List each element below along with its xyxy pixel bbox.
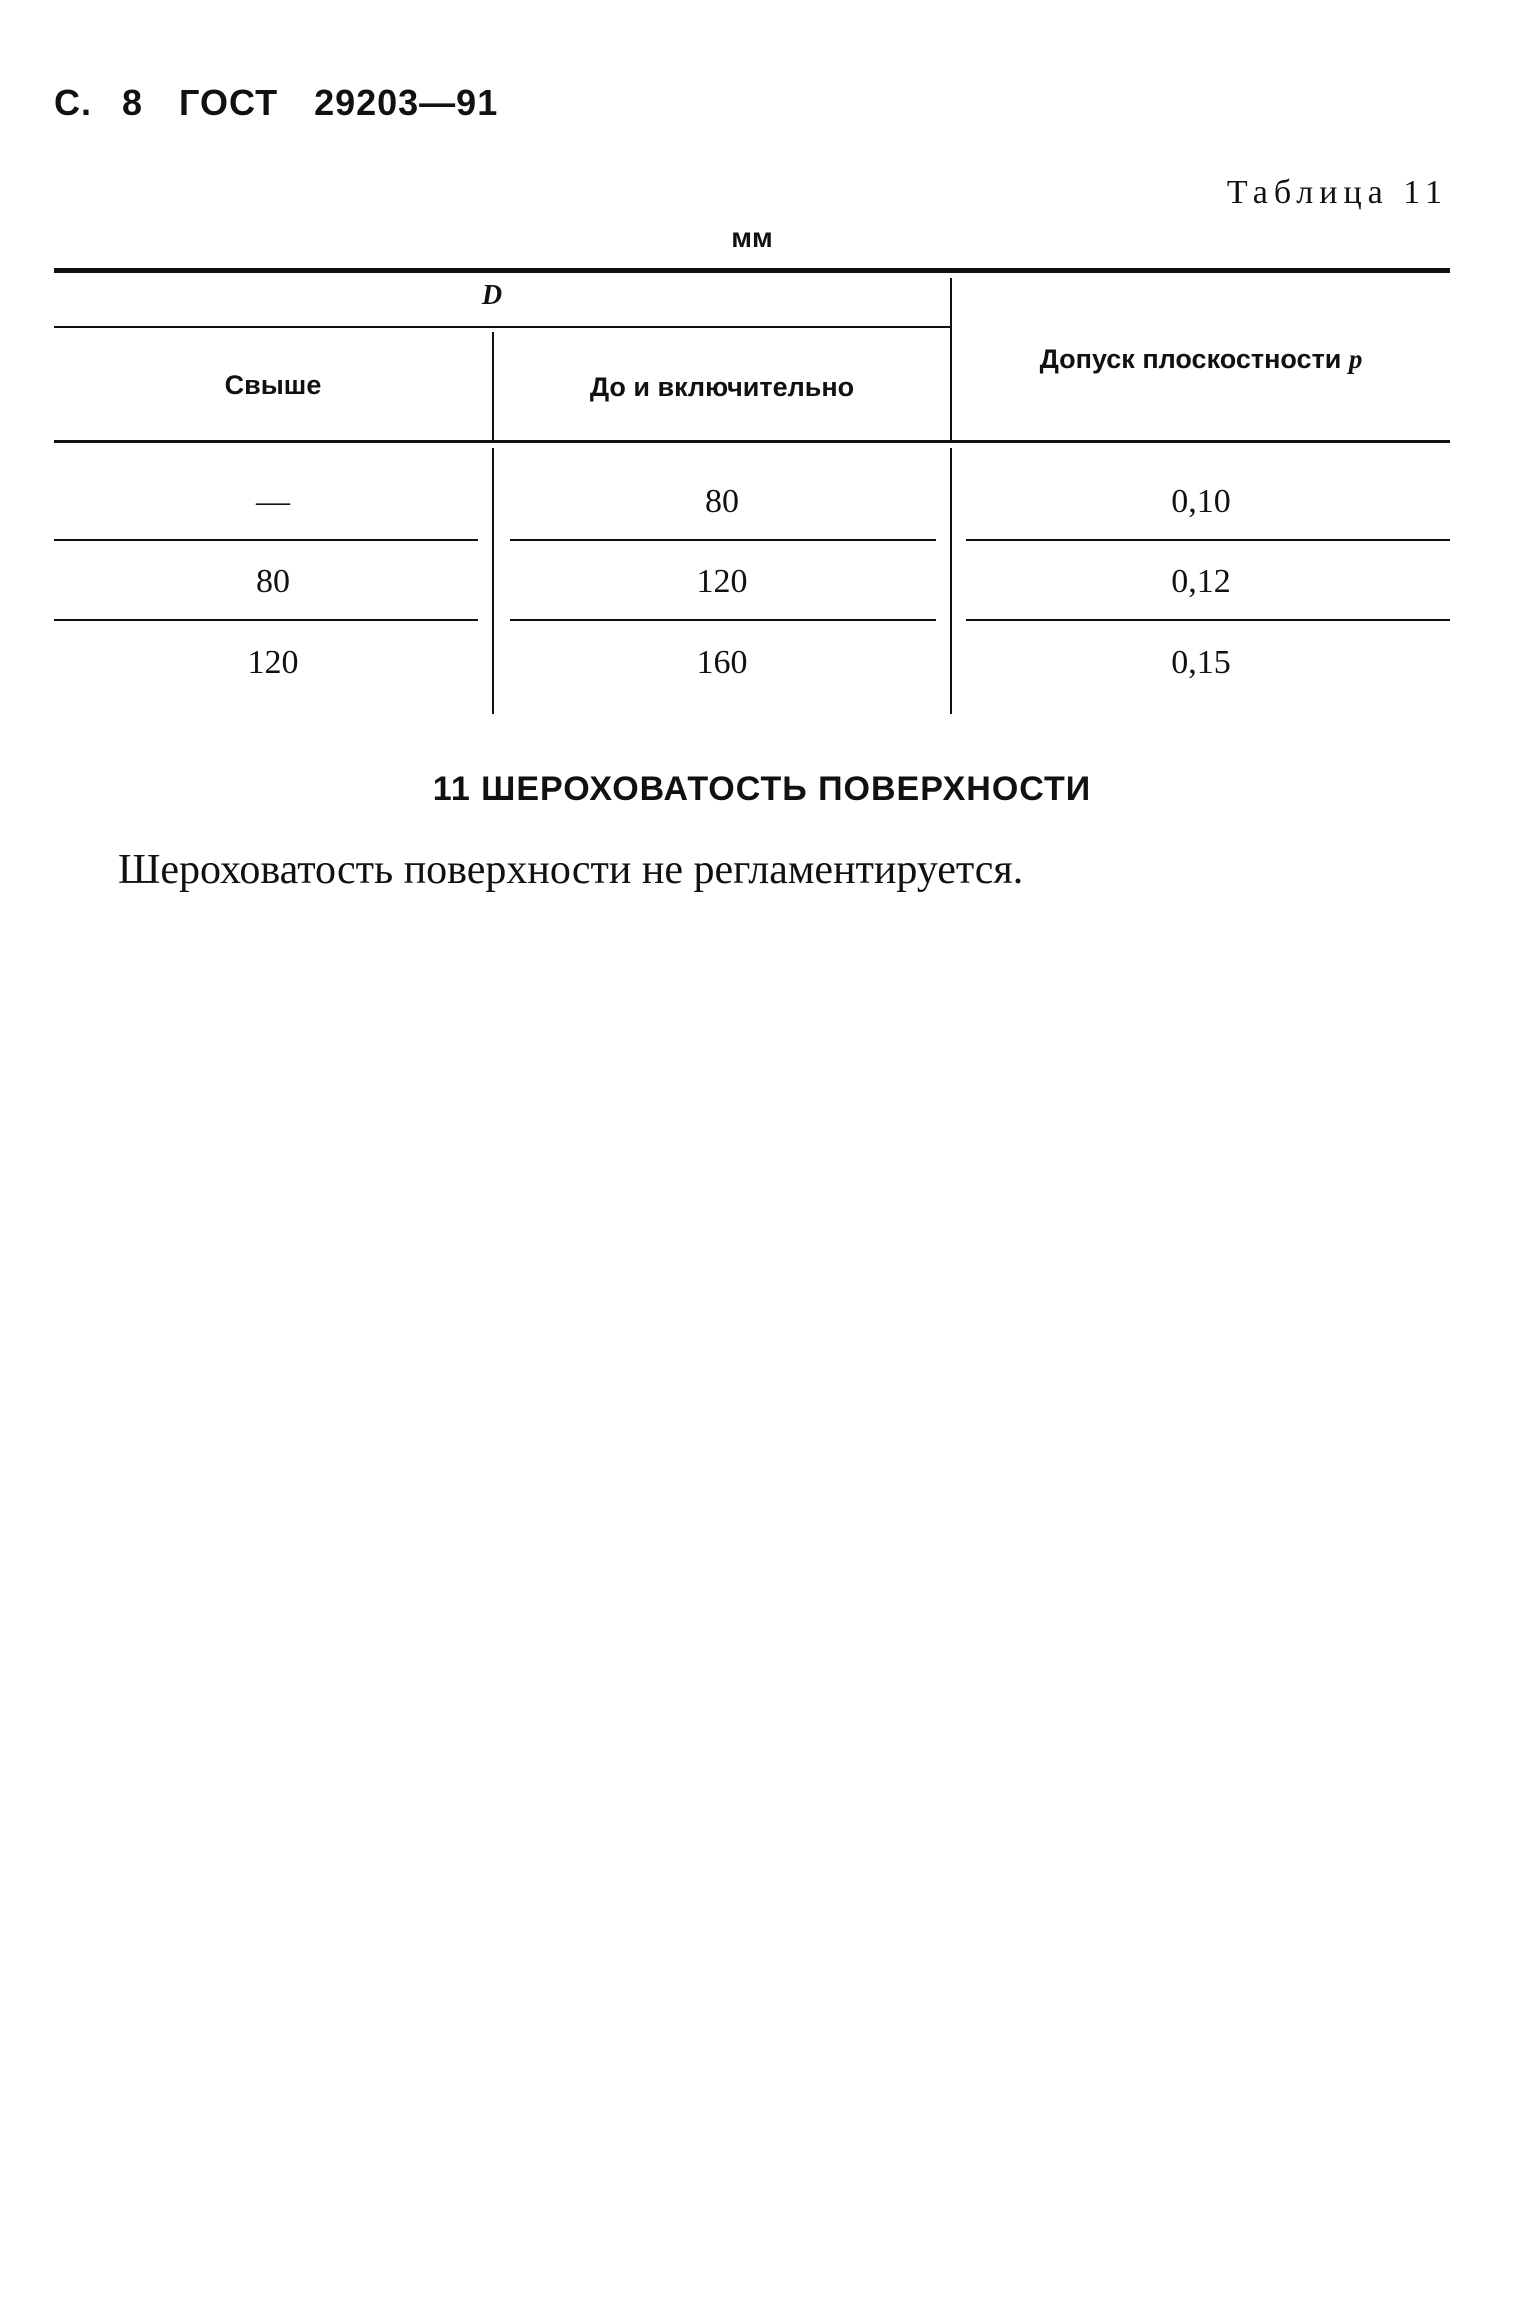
table-cell: 120 — [696, 563, 748, 600]
row-rule-1a — [54, 539, 478, 541]
tolerance-symbol: p — [1348, 344, 1363, 374]
row-rule-2c — [966, 619, 1450, 621]
table-top-rule — [54, 268, 1450, 273]
page-number: 8 — [122, 82, 144, 123]
standard-name: ГОСТ — [179, 82, 279, 123]
section-text: Шероховатость поверхности не регламентируется. — [118, 847, 1024, 893]
table-cell: — — [256, 483, 290, 520]
table-cell: 80 — [705, 483, 739, 520]
column-header-flatness-tolerance: Допуск плоскостности p — [1039, 344, 1363, 374]
header-bottom-rule — [54, 440, 1450, 443]
row-rule-1b — [510, 539, 936, 541]
table-cell: 0,12 — [1171, 563, 1231, 600]
row-rule-2b — [510, 619, 936, 621]
page-prefix: С. — [54, 82, 92, 123]
group-header-d: D — [481, 280, 503, 311]
table-cell: 80 — [256, 563, 290, 600]
section-title: 11 ШЕРОХОВАТОСТЬ ПОВЕРХНОСТИ — [432, 770, 1092, 808]
table-cell: 160 — [696, 644, 748, 681]
row-rule-1c — [966, 539, 1450, 541]
column-header-up-to: До и включительно — [589, 372, 855, 402]
row-rule-2a — [54, 619, 478, 621]
tolerance-table — [0, 0, 1524, 760]
table-label: Таблица 11 — [1226, 174, 1448, 211]
group-header-rule — [54, 326, 952, 328]
column-header-over: Свыше — [224, 370, 322, 400]
table-cell: 0,15 — [1171, 644, 1231, 681]
table-cell: 120 — [247, 644, 299, 681]
table-cell: 0,10 — [1171, 483, 1231, 520]
standard-number: 29203—91 — [314, 82, 499, 123]
table-units: мм — [731, 222, 773, 253]
